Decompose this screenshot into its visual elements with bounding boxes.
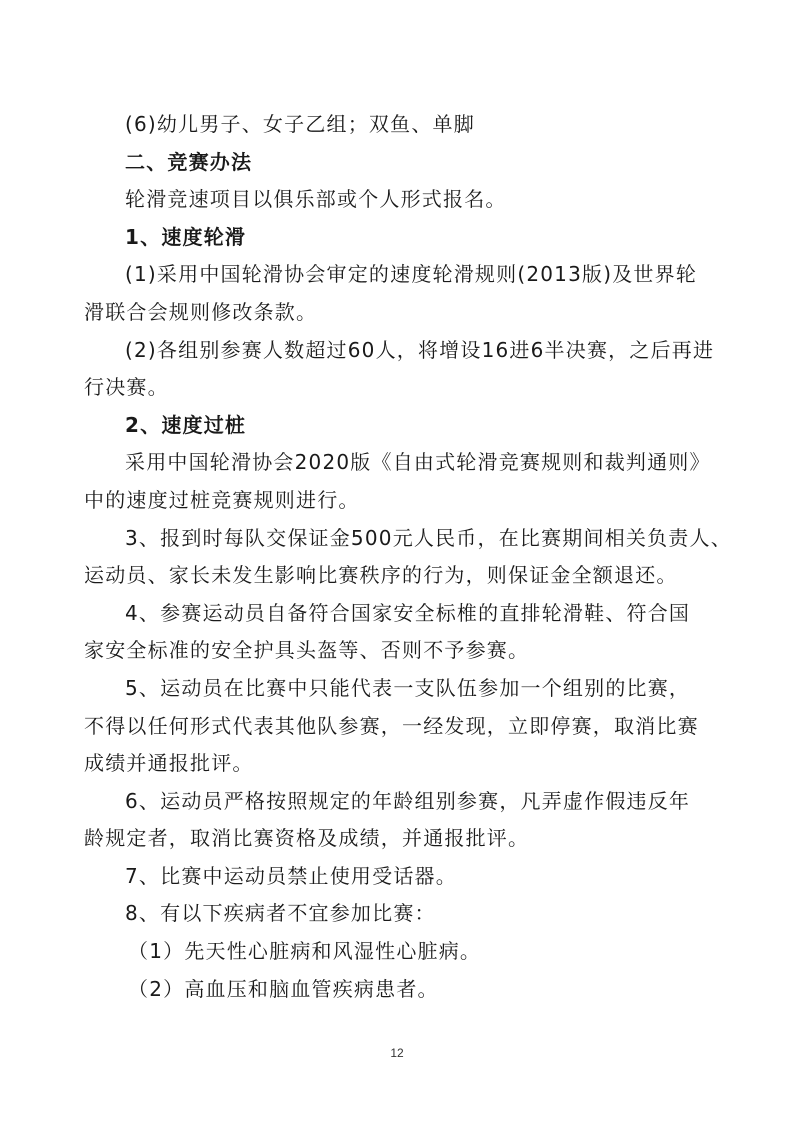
paragraph-line: 中的速度过桩竞赛规则进行。 <box>84 487 360 512</box>
paragraph-line: 6、运动员严格按照规定的年龄组别参赛，凡弄虚作假违反年 <box>125 788 691 813</box>
subsection-heading: 1、速度轮滑 <box>125 224 247 249</box>
paragraph-line: 不得以任何形式代表其他队参赛，一经发现，立即停赛，取消比赛 <box>84 713 699 738</box>
paragraph-line: 运动员、家长未发生影响比赛秩序的行为，则保证金全额退还。 <box>84 563 678 588</box>
list-item: （2）高血压和脑血管疾病患者。 <box>128 976 439 1001</box>
paragraph-line: 龄规定者，取消比赛资格及成绩，并通报批评。 <box>84 826 530 851</box>
paragraph-line: (1)采用中国轮滑协会审定的速度轮滑规则(2013版)及世界轮 <box>125 262 698 287</box>
paragraph-line: 4、参赛运动员自备符合国家安全标椎的直排轮滑鞋、符合国 <box>125 600 691 625</box>
paragraph-line: 7、比赛中运动员禁止使用受话器。 <box>125 863 457 888</box>
paragraph-line: 家安全标准的安全护具头盔等、否则不予参赛。 <box>84 638 530 663</box>
document-body <box>84 106 732 1008</box>
paragraph-line: 采用中国轮滑协会2020版《自由式轮滑竞赛规则和裁判通则》 <box>125 450 711 475</box>
paragraph-line: (2)各组别参赛人数超过60人，将增设16进6半决赛，之后再进 <box>125 337 715 362</box>
paragraph-line: 轮滑竞速项目以俱乐部或个人形式报名。 <box>125 187 507 212</box>
paragraph-line: 行决赛。 <box>84 375 169 400</box>
paragraph-line: 8、有以下疾病者不宜参加比赛： <box>125 901 436 926</box>
paragraph-line: 成绩并通报批评。 <box>84 751 254 776</box>
paragraph-line: (6)幼儿男子、女子乙组；双鱼、单脚 <box>125 112 475 136</box>
list-item: （1）先天性心脏病和风湿性心脏病。 <box>128 939 482 964</box>
page-number: 12 <box>390 1046 404 1060</box>
paragraph-line: 3、报到时每队交保证金500元人民币，在比赛期间相关负责人、 <box>125 525 732 550</box>
paragraph-line: 5、运动员在比赛中只能代表一支队伍参加一个组别的比赛， <box>125 675 691 700</box>
subsection-heading: 2、速度过桩 <box>125 412 247 437</box>
paragraph-line: 滑联合会规则修改条款。 <box>84 299 318 324</box>
section-heading: 二、竞赛办法 <box>125 149 253 174</box>
